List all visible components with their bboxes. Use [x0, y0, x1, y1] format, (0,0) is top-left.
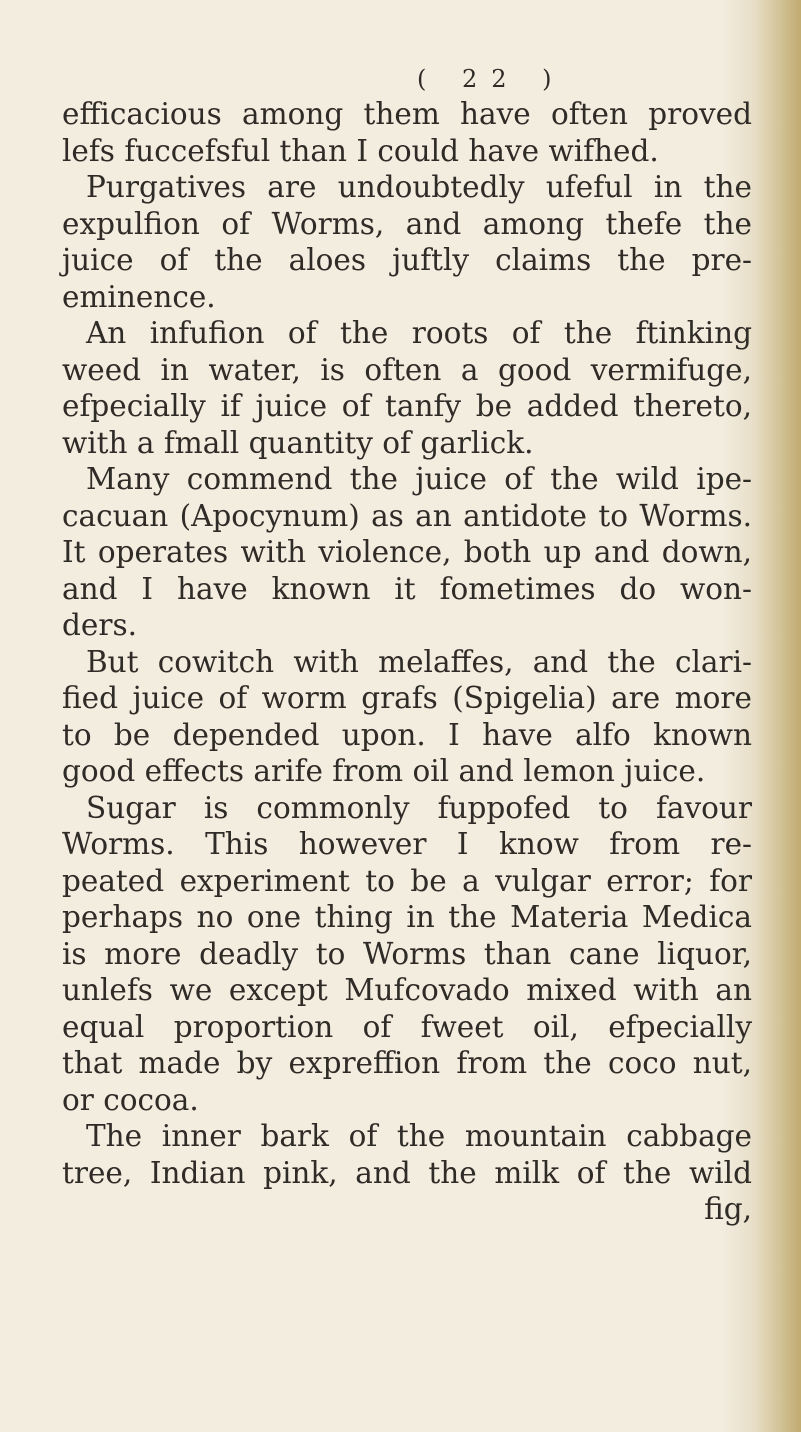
- text-line: equal proportion of fweet oil, efpecially: [62, 1009, 752, 1044]
- text-line: ders.: [62, 608, 137, 642]
- text-line: Purgatives are undoubtedly ufeful in the: [86, 170, 752, 204]
- text-line: tree, Indian pink, and the milk of the wild: [62, 1155, 752, 1190]
- text-line: or cocoa.: [62, 1082, 199, 1117]
- text-line: cacuan (Apocynum) as an antidote to Worms.: [62, 498, 752, 533]
- text-line: peated experiment to be a vulgar error; for: [62, 863, 752, 898]
- text-line: But cowitch with melaffes, and the clari-: [86, 644, 752, 679]
- catchword: fig,: [704, 1192, 752, 1226]
- text-line: eminence.: [62, 279, 216, 314]
- text-line: An infufion of the roots of the ftinking: [86, 316, 752, 350]
- text-line: efpecially if juice of tanfy be added thereto,: [62, 389, 752, 423]
- text-line: juice of the aloes juftly claims the pre-: [62, 243, 752, 277]
- text-line: expulfion of Worms, and among thefe the: [62, 206, 752, 241]
- text-line: Many commend the juice of the wild ipe-: [86, 462, 752, 496]
- page-edge-shadow: [755, 0, 801, 1432]
- text-line: and I have known it fometimes do won-: [62, 571, 752, 606]
- page-number: ( 22 ): [417, 65, 566, 93]
- text-line: that made by expreffion from the coco nut,: [62, 1046, 752, 1080]
- text-line: The inner bark of the mountain cabbage: [86, 1119, 752, 1153]
- text-line: weed in water, is often a good vermifuge,: [62, 352, 752, 387]
- text-line: perhaps no one thing in the Materia Medica: [62, 900, 752, 934]
- text-line: fied juice of worm grafs (Spigelia) are more: [62, 681, 752, 715]
- text-line: unlefs we except Mufcovado mixed with an: [62, 973, 752, 1007]
- text-line: is more deadly to Worms than cane liquor,: [62, 936, 752, 971]
- text-line: Worms. This however I know from re-: [62, 827, 752, 861]
- text-line: efficacious among them have often proved: [62, 97, 752, 131]
- text-line: to be depended upon. I have alfo known: [62, 717, 752, 752]
- text-line: with a fmall quantity of garlick.: [62, 425, 534, 460]
- text-line: It operates with violence, both up and down,: [62, 535, 752, 569]
- text-line: Sugar is commonly fuppofed to favour: [86, 790, 752, 825]
- body-text: [62, 96, 752, 1228]
- text-line: good effects arife from oil and lemon juice.: [62, 754, 706, 788]
- text-line: lefs fuccefsful than I could have wifhed.: [62, 133, 659, 168]
